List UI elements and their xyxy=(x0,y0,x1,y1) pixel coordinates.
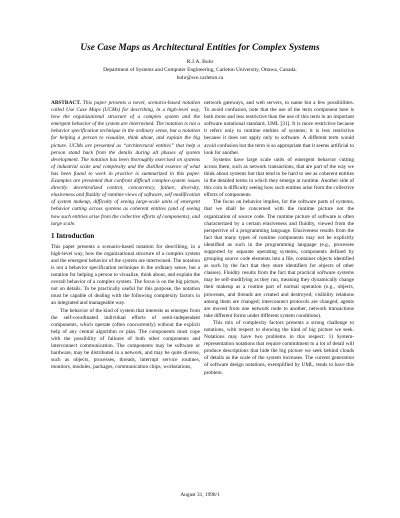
body-paragraph: This mix of complexity factors presents a strong challenge to notations, with respect to showing the kind of big picture we seek. Notations may have two problems in this respect: 1) System-representation notations that require commitment to a lot of detail will produce descriptions that hide the big picture we seek behind clouds of details as the scale of the system increases. The current generation of software design notations, exemplified by UML, tends to have this problem. xyxy=(204,319,354,376)
abstract-text: This paper presents a novel, scenario-based notation called Use Case Maps (UCMs) for describing, in a high-level way, how the organizational structure of a complex system and the emergent behavior of the system are intertwined. The notation is not a behavior specification technique in the ordinary sense, but a notation for helping a person to visualize, think about, and explain the big picture. UCMs are presented as “architectural entities” that help a person stand back from the details during all phases of system development. The notation has been thoroughly exercised on systems of industrial scale and complexity and the distilled essence of what has been found to work in practice is summarized in this paper. Examples are presented that confront difficult complex-system issues directly: decentralized control, concurrency, failure, diversity, elusiveness and fluidity of runtime views of software, self modification of system makeup, difficulty of seeing large-scale units of emergent behavior cutting across systems as coherent entities (and of seeing how such entities arise from the collective efforts of components), and large scale. xyxy=(51,100,200,227)
author-affiliation: Department of Systems and Computer Engineering, Carleton University, Ottawa, Canada. xyxy=(103,67,297,73)
abstract-label: ABSTRACT. xyxy=(51,100,81,106)
body-paragraph: The behavior of the kind of system that interests us emerges from the self-coordinated individual efforts of semi-independent components, which operate (often concurrently) without the explicit help of any central algorithm or plan. The components must cope with the possibility of failures of both other components and interconnect communication. The components may be software or hardware, may be distributed in a network, and may be quite diverse, such as objects, processes, threads, interrupt service routines, monitors, modules, packages, communication chips, workstations, xyxy=(51,307,200,371)
paper-title: Use Case Maps as Architectural Entities for Complex Systems xyxy=(80,43,320,53)
body-paragraph: This paper presents a scenario-based notation for describing, in a high-level way, how the organizational structure of a complex system and the emergent behavior of the system are intertwined. The notation is not a behavior specification technique in the ordinary sense, but a notation for helping a person to visualize, think about, and explain the overall behavior of a complex system. The focus is on the big picture, not on details. To be practically useful for this purpose, the notation must be capable of dealing with the following complexity factors in an integrated and manageable way. xyxy=(51,243,200,307)
section-heading-introduction: 1 Introduction xyxy=(51,231,95,240)
author-name: R.J.A. Buhr xyxy=(186,59,214,65)
abstract xyxy=(51,100,200,228)
body-paragraph: Systems have large scale units of emergent behavior cutting across them, such as network transactions, that are part of the way we think about systems but that tend to be hard to see as coherent entities in the detailed terms in which they emerge at runtime. Another side of this coin is difficulty seeing how such entities arise from the collective efforts of components. xyxy=(204,156,354,199)
right-column xyxy=(204,100,354,377)
page-footer-date: August 31, 1998/1 xyxy=(180,492,220,498)
body-paragraph: The focus on behavior implies, for the software parts of systems, that we shall be concerned with the runtime picture not the organization of source code. The runtime picture of software is often characterized by a certain elusiveness and fluidity, viewed from the perspective of a programming language. Elusiveness results from the fact that many types of runtime components may not be explicitly identified as such in the programming language (e.g., processes supported by separate operating systems, components defined by grouping source code elements into a file, container objects identified as such by the fact that they store identifiers for objects of other classes). Fluidity results from the fact that practical software systems may be self-modifying as they run, meaning they dynamically change their makeup as a routine part of normal operation (e.g., objects, processes, and threads are created and destroyed; visibility relations among them are changed; interconnect protocols are changed; agents are moved from one network node to another, network transactions take different forms under different system conditions). xyxy=(204,199,354,319)
left-column xyxy=(51,100,200,371)
author-email: buhr@sce.carleton.ca xyxy=(176,75,224,81)
body-paragraph: network gateways, and web servers, to name but a few possibilities. To avoid confusion, note that the use of the term component here is both more and less restrictive than the use of this term in an important software notational standard, UML [31]. It is more restrictive because it refers only to runtime entities of systems; it is less restrictive because it does not apply only to software. A different term would avoid confusion but the term is so appropriate that it seems artificial to look for another. xyxy=(204,100,354,156)
